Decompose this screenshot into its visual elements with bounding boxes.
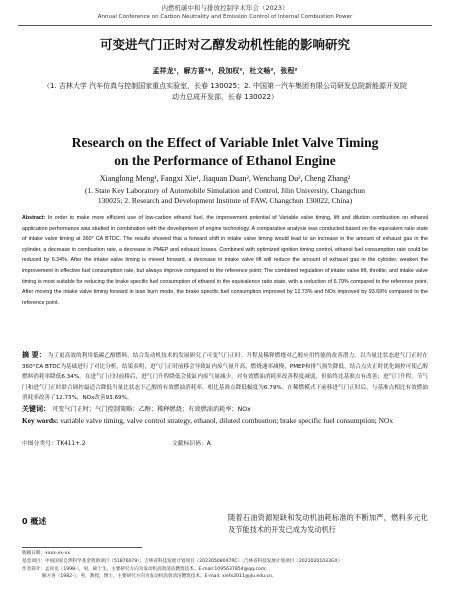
footnote-author1: 作者简介：孟祥龙（1998-），男，硕士生。主要研究方向为发动机高效清洁燃烧技术。E-mail:1095637854@qq.com; [22,566,267,572]
english-abstract [22,213,428,308]
english-authors: Xianglong Meng¹, Fangxi Xie¹, Jiaquan Duan², Wenchang Du², Cheng Zhang² [99,174,351,183]
chinese-abstract [22,350,428,404]
chinese-abstract-text: 为了更高效的利用低碳乙醇燃料，结合发动机技术的发展研究了可变气门正时、升程及稀释燃烧对乙醇应用性能的改善潜力。以当量比状态进气门正时在360°CA BTDC为基础进行了对比分析，结果表明，进气门正时前移会导致缸内废气量升高，燃烧速率减慢，PMEP和排气损失降低，结合点火正时优化调控可使乙醇燃料消耗率降低6.34%。在进气门正时前移后，进气门升程降低会使缸内废气量减少，对有效燃油消耗率改善程度减弱，但始终比基准点有改善；进气门升程、节气门和进气门正时联合调控最适合降低当量比状态下乙醇的有效燃油消耗率，相比基准点降低幅度为6.79%。在稀燃模式下前移进气门正时后，与基准点相比有效燃油消耗率改善了12.73%，NOx改善93.69%。 [22,353,429,402]
chinese-keywords-label: 关键词： [22,405,50,413]
classification-line [22,440,428,449]
abstract-label: Abstract: [22,215,46,221]
conference-header [0,4,450,21]
english-title [0,134,450,170]
chinese-title: 可变进气门正时对乙醇发动机性能的影响研究 [99,37,350,52]
english-keywords [22,416,428,427]
header-divider [18,25,432,26]
document-code: 文献标识码：A [172,441,211,447]
chinese-authors: 孟祥龙¹，解方喜¹*，段加权²，杜文畅²，张程² [152,67,298,75]
footnote-author2: 解方喜（1982-），男，教授，博士，主要研究方向为发动机高效清洁燃烧技术。E-mail: xiefx2011@jlu.edu.cn。 [42,574,277,580]
clc-number: 中图分类号：TK411+.2 [22,441,86,447]
section-heading: 0 概述 [22,517,47,526]
english-affiliation-line1: (1. State Key Laboratory of Automobile Simulation and Control, Jilin University, Changchun [85,186,365,195]
chinese-affiliation: （1. 吉林大学 汽车仿真与控制国家重点实验室，长春 130025；2. 中国第一汽车集团有限公司研发总院新能源开发院动力总成开发部，长春 130022） [43,82,407,101]
chinese-keywords-text: 可变气门正时；气门控制策略；乙醇；稀释燃烧；有效燃油消耗率；NOx [51,406,251,413]
english-affiliation [40,186,410,206]
footnote-received: 收稿日期：xxxx-xx-xx [22,551,71,556]
english-affiliation-line2: 130025; 2. Research and Development Institute of FAW, Changchun 130022, China) [97,196,353,205]
chinese-abstract-label: 摘 要： [22,351,46,359]
footnote-divider [22,547,142,548]
conference-name-en: Annual Conference on Carbon Neutrality and Emission Control of Internal Combustion Power [97,14,353,20]
chinese-keywords [22,404,428,415]
conference-name-cn: 内燃机碳中和与排放控制学术年会（2023） [161,4,289,12]
section-body-text: 随着石油资源短缺和发动机油耗标准的不断加严，燃料多元化及节能技术的开发已成为发动机行 [228,513,428,534]
abstract-text: In order to make more efficient use of low-carbon ethanol fuel, the improvement potential of Variable valve timing, lift and dilution combustion on ethanol application performance was studied in combination with the development of engine technology. A comparative analysis was conducted based on the equivalent ratio state of intake valve timing at 360° CA BTDC. The results showed that a forward shift in intake valve timing would lead to an increase in the amount of exhaust gas in the cylinder, a decrease in combustion rate, a decrease in PMEP and exhaust losses. Combined with optimized ignition timing control, ethanol fuel consumption rate could be reduced by 6.34%. After the intake valve timing is moved forward, a decrease in intake valve lift will reduce the amount of exhaust gas in the cylinder, weaken the improvement in effective fuel consumption rate, but always improve compared to the reference point; The combined regulation of intake valve lift, throttle, and intake valve timing is most suitable for reducing the brake specific fuel consumption of ethanol in the equivalence ratio state, with a reduction of 6.79% compared to the reference point. After moving the intake valve timing forward in lean burn mode, the brake specific fuel consumption improved by 12.73% and NOx improved by 93.69% compared to the reference point. [22,215,428,306]
english-keywords-label: Key words: [22,416,59,425]
footnote-fund: 基金项目：中国国家自然科学基金资助项目（51876079）；吉林省科技发展计划项目（20230508047RC）;吉林省科技发展计划项目（20210201033GX） [22,558,343,564]
english-title-line2: on the Performance of Ethanol Engine [114,153,336,168]
english-keywords-text: variable valve timing, valve control strategy, ethanol, diluted combustion; brake specific fuel consumption; NOx [60,416,394,425]
english-title-line1: Research on the Effect of Variable Inlet Valve Timing [71,135,379,150]
footnotes [22,550,432,581]
